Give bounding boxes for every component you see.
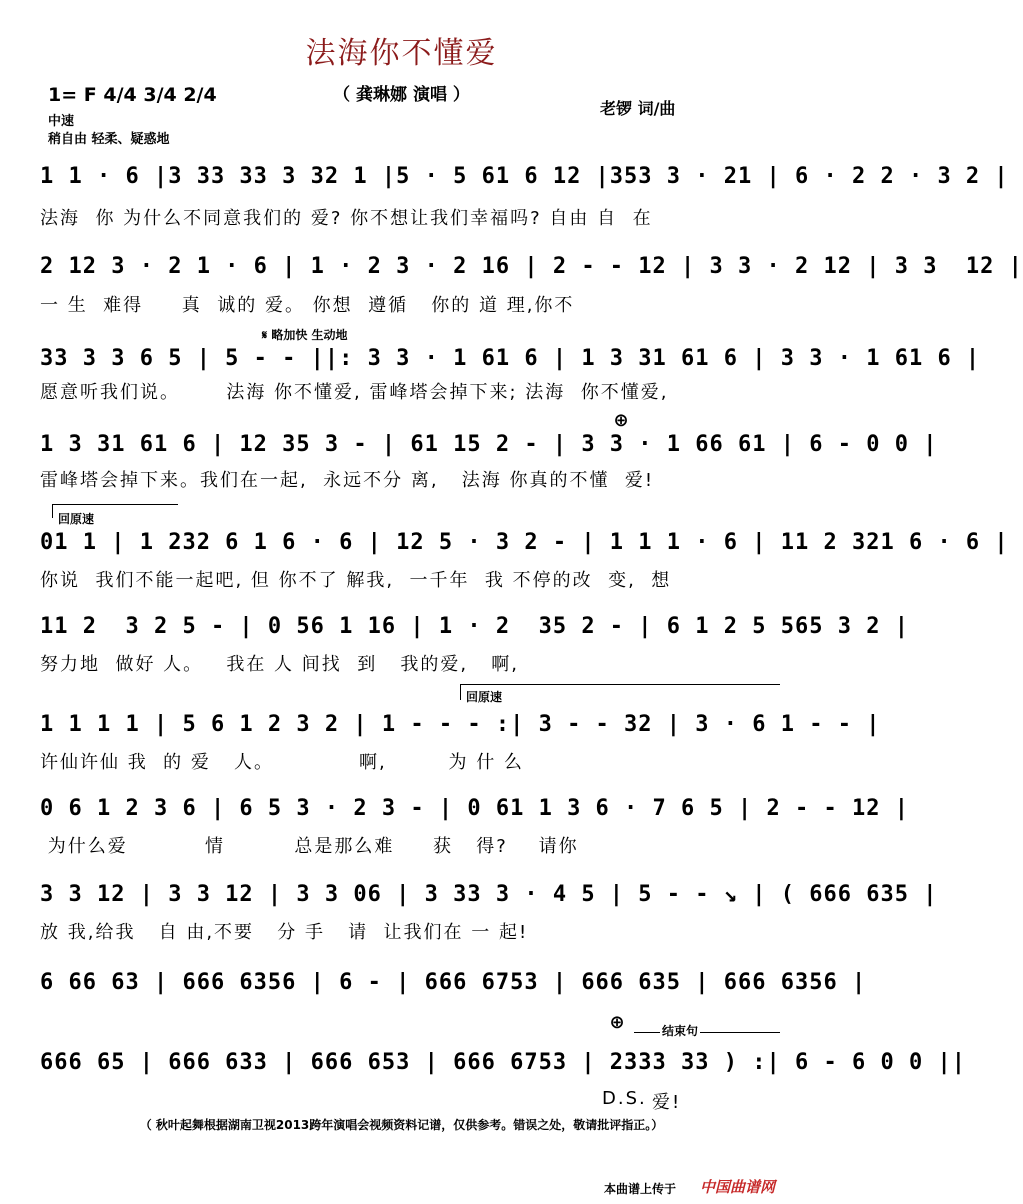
song-title: 法海你不懂爱	[305, 36, 498, 71]
lyric-row-1: 法海 你 为什么不同意我们的 爱? 你不想让我们幸福吗? 自由 自 在	[40, 208, 653, 229]
site-logo: 中国曲谱网	[700, 1178, 776, 1196]
coda-sign-ending-icon: ⊕	[609, 1012, 625, 1033]
lyric-row-5: 你说 我们不能一起吧, 但 你不了 解我, 一千年 我 不停的改 变, 想	[40, 570, 672, 591]
volta-1-bracket	[52, 504, 178, 505]
lyric-row-9: 放 我,给我 自 由,不要 分 手 请 让我们在 一 起!	[40, 922, 529, 943]
notation-row-4: 1 3 31 61 6 | 12 35 3 - | 61 15 2 - | 3 3 · 1 66 61 | 6 - 0 0 |	[40, 432, 938, 457]
volta-1-tick	[52, 504, 53, 518]
volta-2-tick	[460, 684, 461, 700]
lyric-row-6: 努力地 做好 人。 我在 人 间找 到 我的爱, 啊,	[40, 654, 519, 675]
notation-row-3: 33 3 3 6 5 | 5 - - ||: 3 3 · 1 61 6 | 1 3 31 61 6 | 3 3 · 1 61 6 |	[40, 346, 981, 371]
notation-row-7: 1 1 1 1 | 5 6 1 2 3 2 | 1 - - - :| 3 - - 32 | 3 · 6 1 - - |	[40, 712, 881, 737]
upload-note: 本曲谱上传于	[604, 1182, 677, 1196]
tempo-back-2: 回原速	[466, 690, 503, 704]
transcription-note: （ 秋叶起舞根据湖南卫视2013跨年演唱会视频资料记谱，仅供参考。错误之处，敬请批评指正。）	[139, 1118, 664, 1132]
notation-row-2: 2 12 3 · 2 1 · 6 | 1 · 2 3 · 2 16 | 2 - - 12 | 3 3 · 2 12 | 3 3 12 |	[40, 254, 1023, 279]
notation-row-9: 3 3 12 | 3 3 12 | 3 3 06 | 3 33 3 · 4 5 | 5 - - ↘ | ( 666 635 |	[40, 882, 938, 907]
tempo-marking: 中速	[48, 114, 75, 129]
ds-marking: D.S.	[602, 1088, 647, 1109]
style-marking: 稍自由 轻柔、疑惑地	[48, 132, 170, 147]
notation-row-8: 0 6 1 2 3 6 | 6 5 3 · 2 3 - | 0 61 1 3 6 · 7 6 5 | 2 - - 12 |	[40, 796, 909, 821]
lyric-row-2: 一 生 难得 真 诚的 爱。 你想 遵循 你的 道 理,你不	[40, 295, 575, 316]
singer-credit: （ 龚琳娜 演唱 ）	[333, 85, 470, 105]
ending-lyric: 爱!	[652, 1092, 682, 1113]
lyric-row-4: 雷峰塔会掉下来。我们在一起, 永远不分 离, 法海 你真的不懂 爱!	[40, 470, 655, 491]
author-credit: 老锣 词/曲	[600, 99, 676, 118]
ending-bracket	[634, 1032, 780, 1033]
lyric-row-8: 为什么爱 情 总是那么难 获 得? 请你	[40, 836, 579, 857]
coda-sign-icon: ⊕	[613, 410, 629, 431]
notation-row-10: 6 66 63 | 666 6356 | 6 - | 666 6753 | 666 635 | 666 6356 |	[40, 970, 867, 995]
notation-row-5: 01 1 | 1 232 6 1 6 · 6 | 12 5 · 3 2 - | 1 1 1 · 6 | 11 2 321 6 · 6 |	[40, 530, 1009, 555]
notation-row-1: 1 1 · 6 |3 33 33 3 32 1 |5 · 5 61 6 12 |353 3 · 21 | 6 · 2 2 · 3 2 |	[40, 164, 1009, 189]
notation-row-6: 11 2 3 2 5 - | 0 56 1 16 | 1 · 2 35 2 - | 6 1 2 5 565 3 2 |	[40, 614, 909, 639]
ending-marking: 结束句	[662, 1024, 699, 1038]
volta-2-bracket	[460, 684, 780, 685]
notation-row-11: 666 65 | 666 633 | 666 653 | 666 6753 | 2333 33 ) :| 6 - 6 0 0 ||	[40, 1050, 966, 1075]
lyric-row-7: 许仙许仙 我 的 爱 人。 啊, 为 什 么	[40, 752, 524, 773]
lyric-row-3: 愿意听我们说。 法海 你不懂爱, 雷峰塔会掉下来; 法海 你不懂爱,	[40, 382, 669, 403]
segno-marking: 𝄋 略加快 生动地	[262, 328, 348, 342]
key-signature: 1= F 4/4 3/4 2/4	[48, 84, 217, 106]
tempo-back-1: 回原速	[58, 512, 95, 526]
